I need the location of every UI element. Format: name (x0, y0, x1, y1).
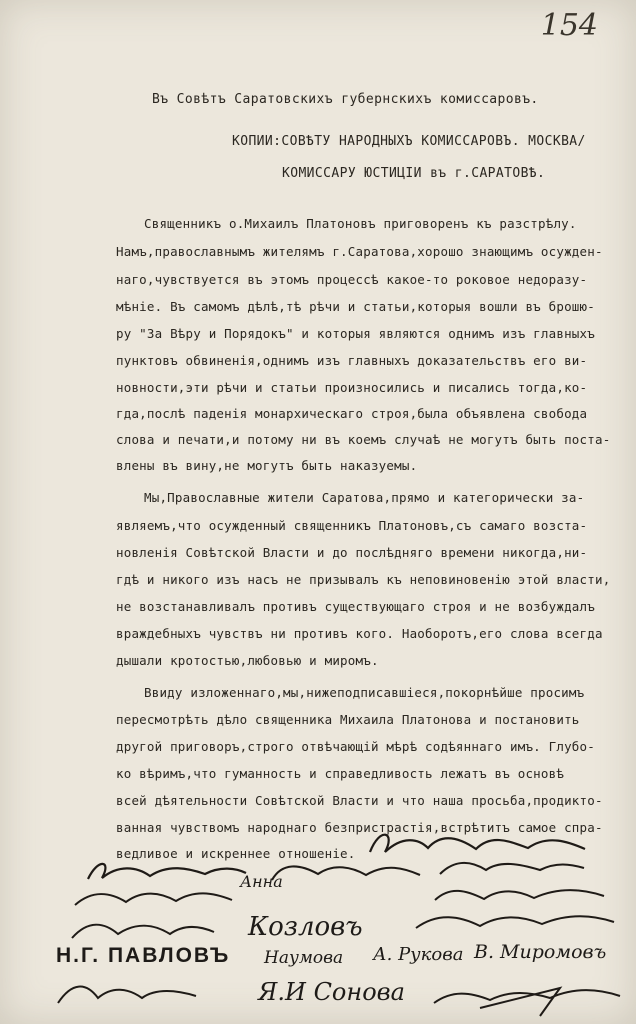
address-line-3: КОМИССАРУ ЮСТИЦІИ въ г.САРАТОВѢ. (282, 166, 546, 181)
signature-sonova: Я.И Сонова (258, 978, 405, 1006)
body-line: мѣніе. Въ самомъ дѣлѣ,тѣ рѣчи и статьи,которыя вошли въ брошю- (116, 299, 595, 314)
body-line: влены въ вину,не могутъ быть наказуемы. (116, 458, 418, 473)
body-line: враждебныхъ чувствъ ни противъ кого. Наоборотъ,его слова всегда (116, 626, 603, 641)
signature-kozlov: Козловъ (248, 912, 363, 942)
body-line: пунктовъ обвиненія,однимъ изъ главныхъ доказательствъ его ви- (116, 353, 588, 368)
page-number: 154 (540, 8, 598, 43)
signature-miromov: В. Миромовъ (474, 941, 607, 963)
body-line: ведливое и искреннее отношеніе. (116, 846, 356, 861)
body-line: ванная чувствомъ народнаго безпристрастія,встрѣтитъ самое спра- (116, 820, 603, 835)
body-line: ко вѣримъ,что гуманность и справедливость лежатъ въ основѣ (116, 766, 565, 781)
body-line: Мы,Православные жители Саратова,прямо и категорически за- (144, 490, 585, 505)
address-line-2: КОПИИ:СОВѢТУ НАРОДНЫХЪ КОМИССАРОВЪ. МОСКВА/ (232, 134, 586, 149)
body-line: другой приговоръ,строго отвѣчающій мѣрѣ содѣяннаго имъ. Глубо- (116, 739, 595, 754)
body-line: дышали кротостью,любовью и миромъ. (116, 653, 379, 668)
body-line: Намъ,православнымъ жителямъ г.Саратова,хорошо знающимъ осужден- (116, 244, 603, 259)
body-line: новности,эти рѣчи и статьи произносились и писались тогда,ко- (116, 380, 588, 395)
body-line: пересмотрѣть дѣло священника Михаила Платонова и постановить (116, 712, 580, 727)
body-line: гда,послѣ паденія монархическаго строя,была объявлена свобода (116, 406, 588, 421)
body-line: всей дѣятельности Совѣтской Власти и что наша просьба,продикто- (116, 793, 603, 808)
signature-anna: Анна (240, 872, 283, 891)
body-line: являемъ,что осужденный священникъ Платоновъ,съ самаго возста- (116, 518, 588, 533)
body-line: гдѣ и никого изъ насъ не призывалъ къ неповиновенію этой власти, (116, 572, 611, 587)
body-line: ру "За Вѣру и Порядокъ" и которыя являются однимъ изъ главныхъ (116, 326, 595, 341)
body-line: Ввиду изложеннаго,мы,нижеподписавшіеся,покорнѣйше просимъ (144, 685, 585, 700)
address-line-1: Въ Совѣтъ Саратовскихъ губернскихъ комиссаровъ. (152, 92, 539, 107)
signature-pavlov: Н.Г. ПАВЛОВЪ (56, 944, 231, 967)
body-line: слова и печати,и потому ни въ коемъ случаѣ не могутъ быть поста- (116, 432, 611, 447)
body-line: наго,чувствуется въ этомъ процессѣ какое-то роковое недоразу- (116, 272, 588, 287)
body-line: Священникъ о.Михаилъ Платоновъ приговоренъ къ разстрѣлу. (144, 216, 577, 231)
body-line: не возстанавливалъ противъ существующаго строя и не возбуждалъ (116, 599, 595, 614)
body-line: новленія Совѣтской Власти и до послѣдняго времени никогда,ни- (116, 545, 588, 560)
signature-rukova: А. Рукова (373, 944, 464, 965)
signature-naumova: Наумова (264, 948, 344, 968)
